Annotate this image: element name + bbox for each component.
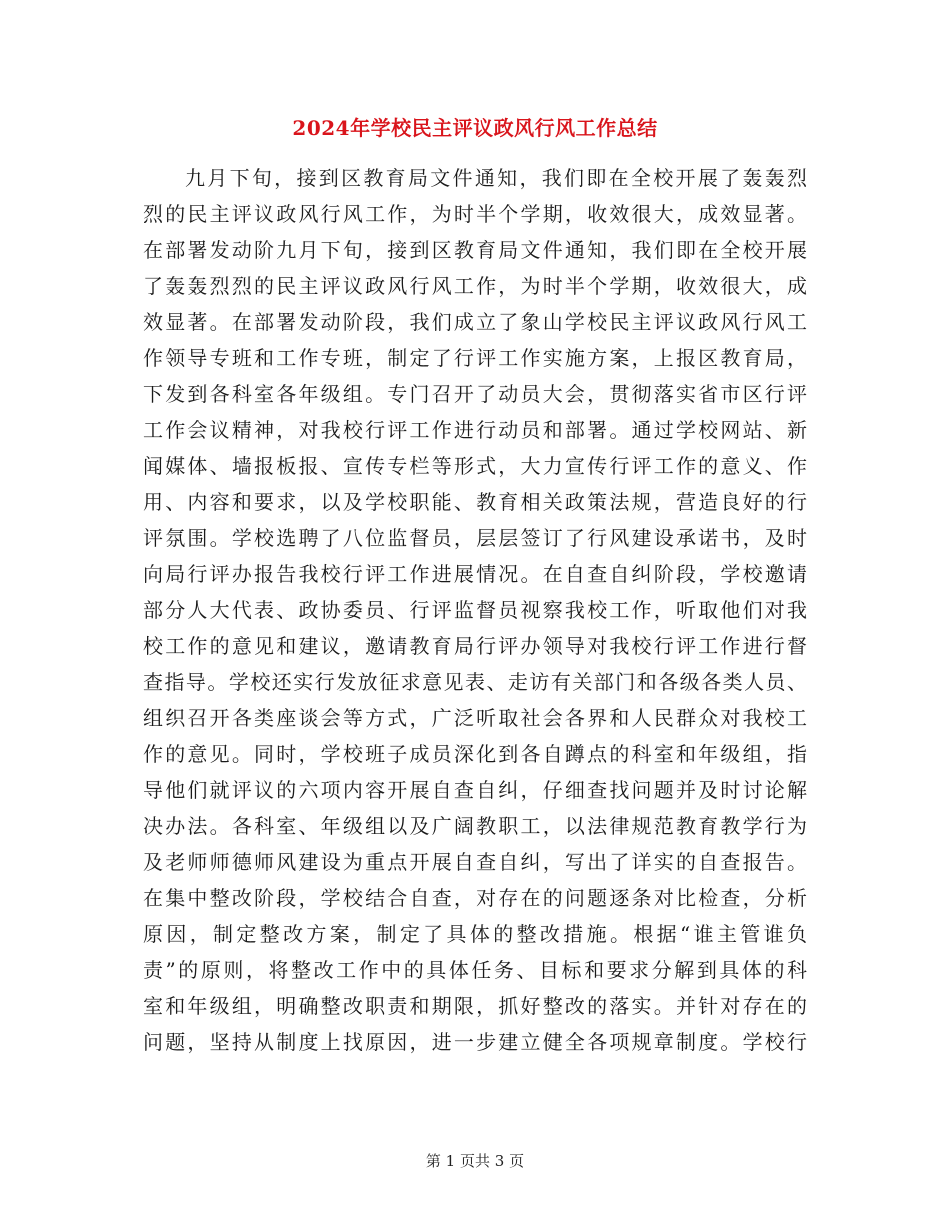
body-line: 工作会议精神，对我校行评工作进行动员和部署。通过学校网站、新 [143,418,807,442]
body-line: 评氛围。学校选聘了八位监督员，层层签订了行风建设承诺书，及时 [143,526,807,550]
body-line: 责”的原则，将整改工作中的具体任务、目标和要求分解到具体的科 [143,958,807,982]
body-line: 用、内容和要求，以及学校职能、教育相关政策法规，营造良好的行 [143,490,807,514]
body-line: 向局行评办报告我校行评工作进展情况。在自查自纠阶段，学校邀请 [143,562,807,586]
body-line: 问题，坚持从制度上找原因，进一步建立健全各项规章制度。学校行 [143,1030,807,1054]
body-line: 决办法。各科室、年级组以及广阔教职工，以法律规范教育教学行为 [143,814,807,838]
body-line: 烈的民主评议政风行风工作，为时半个学期，收效很大，成效显著。 [143,202,807,226]
body-line: 室和年级组，明确整改职责和期限，抓好整改的落实。并针对存在的 [143,994,807,1018]
body-line: 组织召开各类座谈会等方式，广泛听取社会各界和人民群众对我校工 [143,706,807,730]
body-line: 在集中整改阶段，学校结合自查，对存在的问题逐条对比检查，分析 [143,886,807,910]
body-line: 闻媒体、墙报板报、宣传专栏等形式，大力宣传行评工作的意义、作 [143,454,807,478]
body-line: 效显著。在部署发动阶段，我们成立了象山学校民主评议政风行风工 [143,310,807,334]
body-line: 及老师师德师风建设为重点开展自查自纠，写出了详实的自查报告。 [143,850,807,874]
body-line: 原因，制定整改方案，制定了具体的整改措施。根据“谁主管谁负 [143,922,807,946]
body-line: 校工作的意见和建议，邀请教育局行评办领导对我校行评工作进行督 [143,634,807,658]
document-body [143,160,807,1060]
body-line: 导他们就评议的六项内容开展自查自纠，仔细查找问题并及时讨论解 [143,778,807,802]
body-line: 九月下旬，接到区教育局文件通知，我们即在全校开展了轰轰烈 [185,166,807,190]
body-line: 了轰轰烈烈的民主评议政风行风工作，为时半个学期，收效很大，成 [143,274,807,298]
page-number-footer: 第 1 页共 3 页 [425,1152,525,1170]
body-line: 查指导。学校还实行发放征求意见表、走访有关部门和各级各类人员、 [143,670,807,694]
body-line: 在部署发动阶九月下旬，接到区教育局文件通知，我们即在全校开展 [143,238,807,262]
document-title: 2024年学校民主评议政风行风工作总结 [292,116,658,140]
body-line: 部分人大代表、政协委员、行评监督员视察我校工作，听取他们对我 [143,598,807,622]
body-line: 作的意见。同时，学校班子成员深化到各自蹲点的科室和年级组，指 [143,742,807,766]
body-line: 下发到各科室各年级组。专门召开了动员大会，贯彻落实省市区行评 [143,382,807,406]
body-line: 作领导专班和工作专班，制定了行评工作实施方案，上报区教育局， [143,346,807,370]
